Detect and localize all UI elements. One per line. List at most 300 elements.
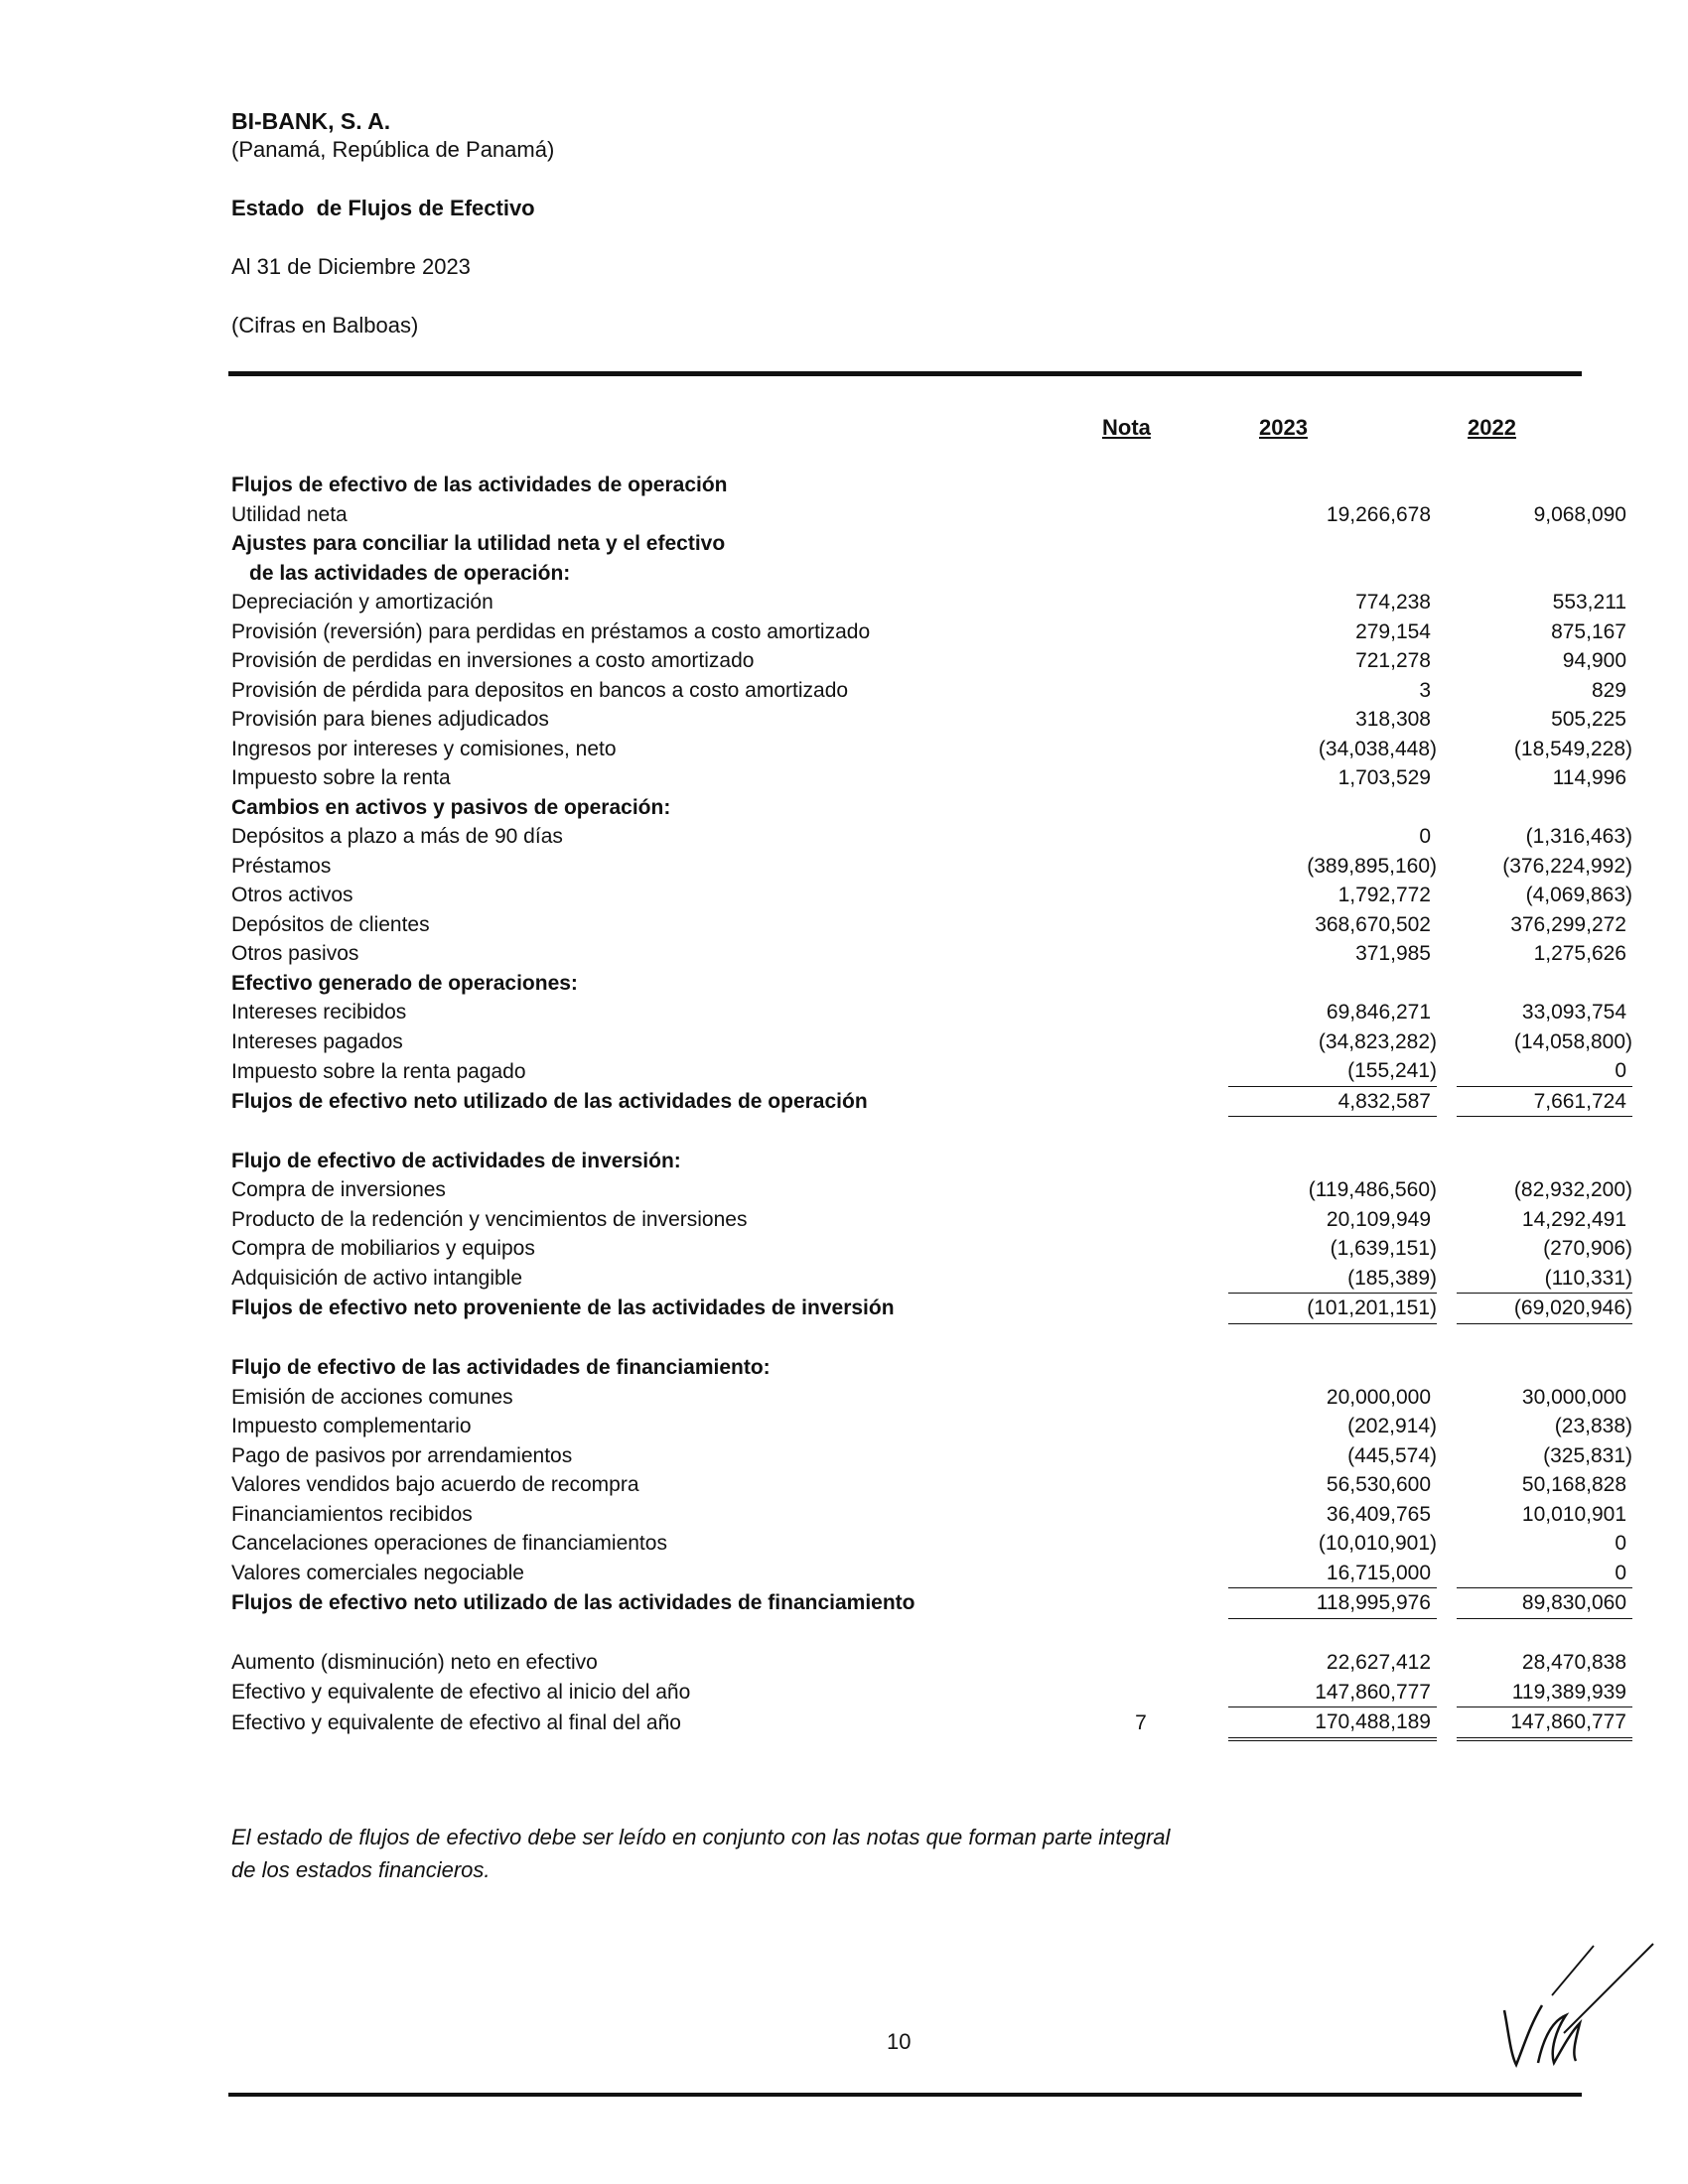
value-2023 [1228,852,1437,882]
row-nota [1103,1027,1179,1057]
value-2023-text [1431,532,1437,555]
value-2022-text: (110,331) [1544,1266,1632,1290]
value-2022 [1457,1412,1632,1441]
row-label [231,1056,1103,1086]
table-row [231,646,1632,676]
row-nota [1103,1086,1179,1117]
row-label-text: Efectivo y equivalente de efectivo al inicio del año [231,1681,691,1704]
table-row [231,1678,1632,1707]
value-2022 [1457,1086,1632,1117]
value-2023-text: 19,266,678 [1326,502,1431,526]
value-2023-text: (101,201,151) [1307,1297,1437,1320]
row-nota [1103,763,1179,793]
value-2022-text [1626,972,1632,995]
value-2023-text [1431,474,1437,496]
value-2022-text: (82,932,200) [1513,1178,1632,1202]
row-label [231,529,1103,559]
value-2022-text: (18,549,228) [1513,737,1632,760]
row-label-text: Compra de inversiones [231,1178,446,1202]
value-2023-text: 279,154 [1355,619,1431,643]
value-2023-text [1431,1150,1437,1172]
row-label-text: Efectivo y equivalente de efectivo al final del año [231,1711,681,1734]
row-nota [1103,910,1179,940]
row-label-text: Provisión (reversión) para perdidas en préstamos a costo amortizado [231,619,871,643]
value-2022-text [1626,1150,1632,1172]
section-heading-row [231,1353,1632,1383]
value-2022 [1457,881,1632,910]
value-2022-text: 553,211 [1552,591,1626,614]
value-2022 [1457,939,1632,969]
cash-flow-table [231,471,1632,1741]
top-rule [228,371,1582,376]
value-2023-text: 69,846,271 [1326,1001,1431,1024]
value-2022 [1457,1056,1632,1086]
bottom-rule [228,2093,1582,2097]
row-nota [1103,1648,1179,1678]
row-label [231,763,1103,793]
row-nota [1103,1175,1179,1205]
row-label-text: Flujo de efectivo de las actividades de financiamiento: [231,1356,771,1380]
row-nota [1103,1294,1179,1324]
row-nota [1103,705,1179,735]
value-2023 [1228,705,1437,735]
row-nota [1103,471,1179,500]
row-label [231,1470,1103,1500]
section-heading-row [231,529,1632,559]
row-label [231,998,1103,1027]
value-2023 [1228,1412,1437,1441]
value-2023-text: (155,241) [1347,1059,1437,1083]
value-2022-text: 10,010,901 [1521,1502,1626,1526]
value-2022-text: (270,906) [1543,1237,1632,1261]
row-label [231,1648,1103,1678]
row-label [231,1147,1103,1176]
table-row [231,1383,1632,1413]
row-label [231,705,1103,735]
row-label [231,735,1103,764]
row-label-text: Financiamientos recibidos [231,1502,473,1526]
row-label [231,1027,1103,1057]
table-row [231,822,1632,852]
row-nota [1103,822,1179,852]
value-2022 [1457,471,1632,500]
row-label-text: Valores vendidos bajo acuerdo de recompra [231,1473,639,1497]
value-2023 [1228,1441,1437,1471]
row-label [231,617,1103,647]
value-2023 [1228,1529,1437,1559]
value-2023 [1228,471,1437,500]
value-2022 [1457,1648,1632,1678]
value-2023 [1228,1027,1437,1057]
value-2023 [1228,763,1437,793]
row-nota [1103,998,1179,1027]
row-nota [1103,500,1179,530]
row-nota [1103,1559,1179,1588]
value-2023-text: 20,109,949 [1326,1207,1431,1231]
value-2022-text: (69,020,946) [1513,1297,1632,1320]
table-row [231,1470,1632,1500]
row-spacer [231,1117,1632,1147]
value-2022 [1457,1147,1632,1176]
value-2023 [1228,500,1437,530]
value-2023-text: (389,895,160) [1307,854,1437,878]
value-2023 [1228,735,1437,764]
row-label [231,969,1103,999]
row-nota [1103,617,1179,647]
value-2022 [1457,998,1632,1027]
value-2023-text [1431,796,1437,819]
table-row [231,705,1632,735]
statement-units: (Cifras en Balboas) [231,313,419,338]
value-2022 [1457,1294,1632,1324]
row-label-text: Provisión para bienes adjudicados [231,708,549,732]
value-2023 [1228,1383,1437,1413]
value-2023 [1228,676,1437,706]
value-2023 [1228,1500,1437,1530]
value-2022 [1457,969,1632,999]
value-2022-text: (23,838) [1554,1415,1632,1438]
table-row [231,1027,1632,1057]
value-2023 [1228,1353,1437,1383]
value-2023-text: 368,670,502 [1315,912,1431,936]
value-2022 [1457,1470,1632,1500]
value-2023-text: 0 [1419,825,1431,849]
row-label [231,646,1103,676]
row-nota [1103,1383,1179,1413]
value-2023 [1228,793,1437,823]
value-2023 [1228,998,1437,1027]
value-2023-text: (10,010,901) [1318,1532,1437,1556]
row-label [231,1175,1103,1205]
value-2023-text: 774,238 [1355,591,1431,614]
table-row [231,676,1632,706]
row-label-text: Efectivo generado de operaciones: [231,971,578,995]
row-label [231,1086,1103,1117]
row-nota-text: 7 [1135,1711,1147,1734]
value-2023 [1228,1056,1437,1086]
footnote [231,1821,1224,1886]
section-heading-row [231,471,1632,500]
value-2022-text: 30,000,000 [1521,1385,1626,1409]
row-label-text: Impuesto sobre la renta pagado [231,1059,526,1083]
row-label-text: Compra de mobiliarios y equipos [231,1237,535,1261]
row-label [231,1264,1103,1294]
table-row [231,1648,1632,1678]
value-2023 [1228,1205,1437,1235]
value-2022-text [1626,796,1632,819]
row-label [231,588,1103,617]
value-2022 [1457,1353,1632,1383]
value-2022 [1457,1588,1632,1619]
row-nota [1103,1441,1179,1471]
value-2023 [1228,1588,1437,1619]
value-2023-text: 36,409,765 [1326,1502,1431,1526]
value-2022-text: (325,831) [1543,1443,1632,1467]
row-label-text: Cambios en activos y pasivos de operación: [231,795,671,819]
value-2022 [1457,1441,1632,1471]
value-2023 [1228,559,1437,589]
table-row [231,1056,1632,1086]
row-label [231,1383,1103,1413]
row-label-text: Intereses pagados [231,1029,403,1053]
row-label [231,500,1103,530]
row-label [231,1529,1103,1559]
value-2022 [1457,1264,1632,1294]
row-label-text: Valores comerciales negociable [231,1562,524,1584]
row-label-text: Flujos de efectivo neto utilizado de las actividades de operación [231,1089,868,1113]
row-label-text: Impuesto complementario [231,1415,472,1438]
table-row [231,617,1632,647]
row-label-text: Flujo de efectivo de actividades de inversión: [231,1149,681,1172]
value-2023-text: (119,486,560) [1308,1178,1437,1202]
value-2022 [1457,1175,1632,1205]
table-row [231,1500,1632,1530]
footnote-line-1: El estado de flujos de efectivo debe ser leído en conjunto con las notas que forman parte integral [231,1825,1171,1849]
value-2022-text: (376,224,992) [1502,854,1632,878]
value-2023 [1228,1648,1437,1678]
row-nota [1103,1470,1179,1500]
row-label [231,1707,1103,1739]
table-row [231,1175,1632,1205]
table-row [231,500,1632,530]
company-name: BI-BANK, S. A. [231,108,391,134]
table-row [231,1559,1632,1588]
table-row [231,1588,1632,1619]
row-label [231,881,1103,910]
value-2023-text [1431,1356,1437,1379]
section-heading-row [231,1147,1632,1176]
table-row [231,588,1632,617]
row-nota [1103,1707,1179,1739]
value-2023-text: 1,703,529 [1337,766,1431,790]
table-row [231,1294,1632,1324]
row-label [231,822,1103,852]
value-2023-text: 22,627,412 [1326,1651,1431,1675]
value-2023 [1228,969,1437,999]
row-label-text: Ingresos por intereses y comisiones, neto [231,737,617,760]
value-2023-text: (1,639,151) [1330,1237,1437,1261]
table-row [231,939,1632,969]
table-row [231,852,1632,882]
row-label-text: Depósitos a plazo a más de 90 días [231,825,563,849]
table-row [231,1412,1632,1441]
value-2022 [1457,1678,1632,1707]
row-label-text: Utilidad neta [231,502,348,526]
value-2022-text: 875,167 [1551,619,1626,643]
value-2022-text: 89,830,060 [1521,1591,1626,1615]
row-nota [1103,559,1179,589]
value-2022 [1457,1500,1632,1530]
row-label-text: Otros pasivos [231,942,359,966]
row-nota [1103,1264,1179,1294]
row-label-text: Provisión de perdidas en inversiones a costo amortizado [231,649,755,673]
row-label [231,1588,1103,1619]
row-label-text: Adquisición de activo intangible [231,1267,523,1290]
value-2023 [1228,1175,1437,1205]
value-2022-text: 33,093,754 [1521,1001,1626,1024]
row-label [231,910,1103,940]
value-2023 [1228,1470,1437,1500]
value-2022-text: 505,225 [1551,708,1626,732]
table-row [231,763,1632,793]
value-2022 [1457,735,1632,764]
table-row [231,998,1632,1027]
value-2022-text: 114,996 [1552,766,1626,790]
value-2023-text: (34,038,448) [1318,737,1437,760]
statement-title: Estado de Flujos de Efectivo [231,196,535,220]
section-heading-row [231,793,1632,823]
value-2022-text [1626,474,1632,496]
value-2023 [1228,881,1437,910]
row-nota [1103,939,1179,969]
row-nota [1103,881,1179,910]
value-2022 [1457,646,1632,676]
value-2023 [1228,1234,1437,1264]
row-label [231,1353,1103,1383]
value-2023 [1228,939,1437,969]
row-spacer [231,1323,1632,1353]
value-2023-text: (185,389) [1347,1266,1437,1290]
row-nota [1103,1678,1179,1707]
value-2023-text: 56,530,600 [1326,1473,1431,1497]
row-label-text: Emisión de acciones comunes [231,1385,513,1409]
table-row [231,735,1632,764]
value-2022 [1457,1027,1632,1057]
row-label-text: de las actividades de operación: [249,561,571,585]
page-number: 10 [887,2029,912,2054]
row-nota [1103,793,1179,823]
value-2022 [1457,705,1632,735]
row-label [231,1500,1103,1530]
value-2023-text [1431,972,1437,995]
value-2023 [1228,1264,1437,1294]
table-row [231,910,1632,940]
value-2022-text [1626,562,1632,585]
table-row [231,1205,1632,1235]
value-2023-text: 371,985 [1355,942,1431,966]
value-2022-text: (4,069,863) [1525,884,1632,907]
value-2022-text: 0 [1615,1059,1626,1083]
row-label [231,1205,1103,1235]
row-label [231,1412,1103,1441]
company-location: (Panamá, República de Panamá) [231,137,555,162]
row-label-text: Ajustes para conciliar la utilidad neta y el efectivo [231,532,726,556]
row-nota [1103,969,1179,999]
value-2023-text: (445,574) [1347,1443,1437,1467]
row-nota [1103,676,1179,706]
value-2022 [1457,559,1632,589]
row-nota [1103,1588,1179,1619]
row-nota [1103,1529,1179,1559]
row-label-text: Producto de la redención y vencimientos de inversiones [231,1207,748,1231]
row-label [231,1678,1103,1707]
value-2023 [1228,617,1437,647]
value-2022-text: 50,168,828 [1521,1473,1626,1497]
value-2022-text: 119,389,939 [1511,1680,1626,1704]
value-2022 [1457,763,1632,793]
row-label-text: Intereses recibidos [231,1001,407,1024]
column-header-2023: 2023 [1259,415,1308,440]
table-row [231,1441,1632,1471]
column-header-nota: Nota [1102,415,1151,440]
value-2022 [1457,1205,1632,1235]
value-2022 [1457,676,1632,706]
row-label-text: Flujos de efectivo neto proveniente de las actividades de inversión [231,1297,895,1320]
value-2023-text: (34,823,282) [1318,1029,1437,1053]
footnote-line-2: de los estados financieros. [231,1857,491,1882]
row-label-text: Cancelaciones operaciones de financiamientos [231,1532,667,1556]
value-2022 [1457,617,1632,647]
table-row [231,1529,1632,1559]
value-2023-text: 1,792,772 [1337,884,1431,907]
row-label [231,471,1103,500]
value-2022 [1457,588,1632,617]
value-2022 [1457,1559,1632,1588]
row-label [231,1441,1103,1471]
row-nota [1103,735,1179,764]
value-2023 [1228,1086,1437,1117]
value-2023 [1228,1678,1437,1707]
value-2023 [1228,822,1437,852]
value-2023-text: 16,715,000 [1326,1561,1431,1584]
value-2022-text: (1,316,463) [1525,825,1632,849]
signature-mark [1494,1936,1663,2080]
value-2023-text: 147,860,777 [1315,1680,1431,1704]
table-row [231,1707,1632,1739]
value-2022-text: (14,058,800) [1513,1029,1632,1053]
row-label [231,939,1103,969]
section-heading-row [231,969,1632,999]
value-2023 [1228,1147,1437,1176]
value-2023-text: (202,914) [1347,1415,1437,1438]
row-nota [1103,588,1179,617]
row-label-text: Depreciación y amortización [231,591,493,614]
value-2022-text: 829 [1591,678,1626,702]
row-label-text: Aumento (disminución) neto en efectivo [231,1651,598,1675]
table-row [231,1086,1632,1117]
row-nota [1103,1353,1179,1383]
value-2022-text: 376,299,272 [1510,912,1626,936]
value-2023 [1228,910,1437,940]
row-label-text: Flujos de efectivo neto utilizado de las actividades de financiamiento [231,1591,915,1615]
value-2022-text: 28,470,838 [1521,1651,1626,1675]
value-2022-text: 7,661,724 [1533,1089,1626,1113]
statement-date: Al 31 de Diciembre 2023 [231,254,471,279]
value-2023 [1228,529,1437,559]
row-label-text: Préstamos [231,854,332,878]
row-label [231,793,1103,823]
table-row [231,1234,1632,1264]
value-2023 [1228,1294,1437,1324]
row-label [231,559,1103,589]
table-row [231,881,1632,910]
value-2022 [1457,500,1632,530]
value-2022 [1457,910,1632,940]
value-2022-text: 147,860,777 [1510,1710,1626,1734]
value-2023-text: 170,488,189 [1315,1710,1431,1734]
value-2022-text: 0 [1615,1561,1626,1584]
value-2023 [1228,1707,1437,1739]
row-label [231,852,1103,882]
value-2022-text [1626,1356,1632,1379]
row-label [231,676,1103,706]
value-2023-text: 20,000,000 [1326,1385,1431,1409]
value-2023 [1228,646,1437,676]
value-2022 [1457,1234,1632,1264]
value-2023-text: 3 [1419,678,1431,702]
column-header-2022: 2022 [1468,415,1516,440]
row-nota [1103,1205,1179,1235]
